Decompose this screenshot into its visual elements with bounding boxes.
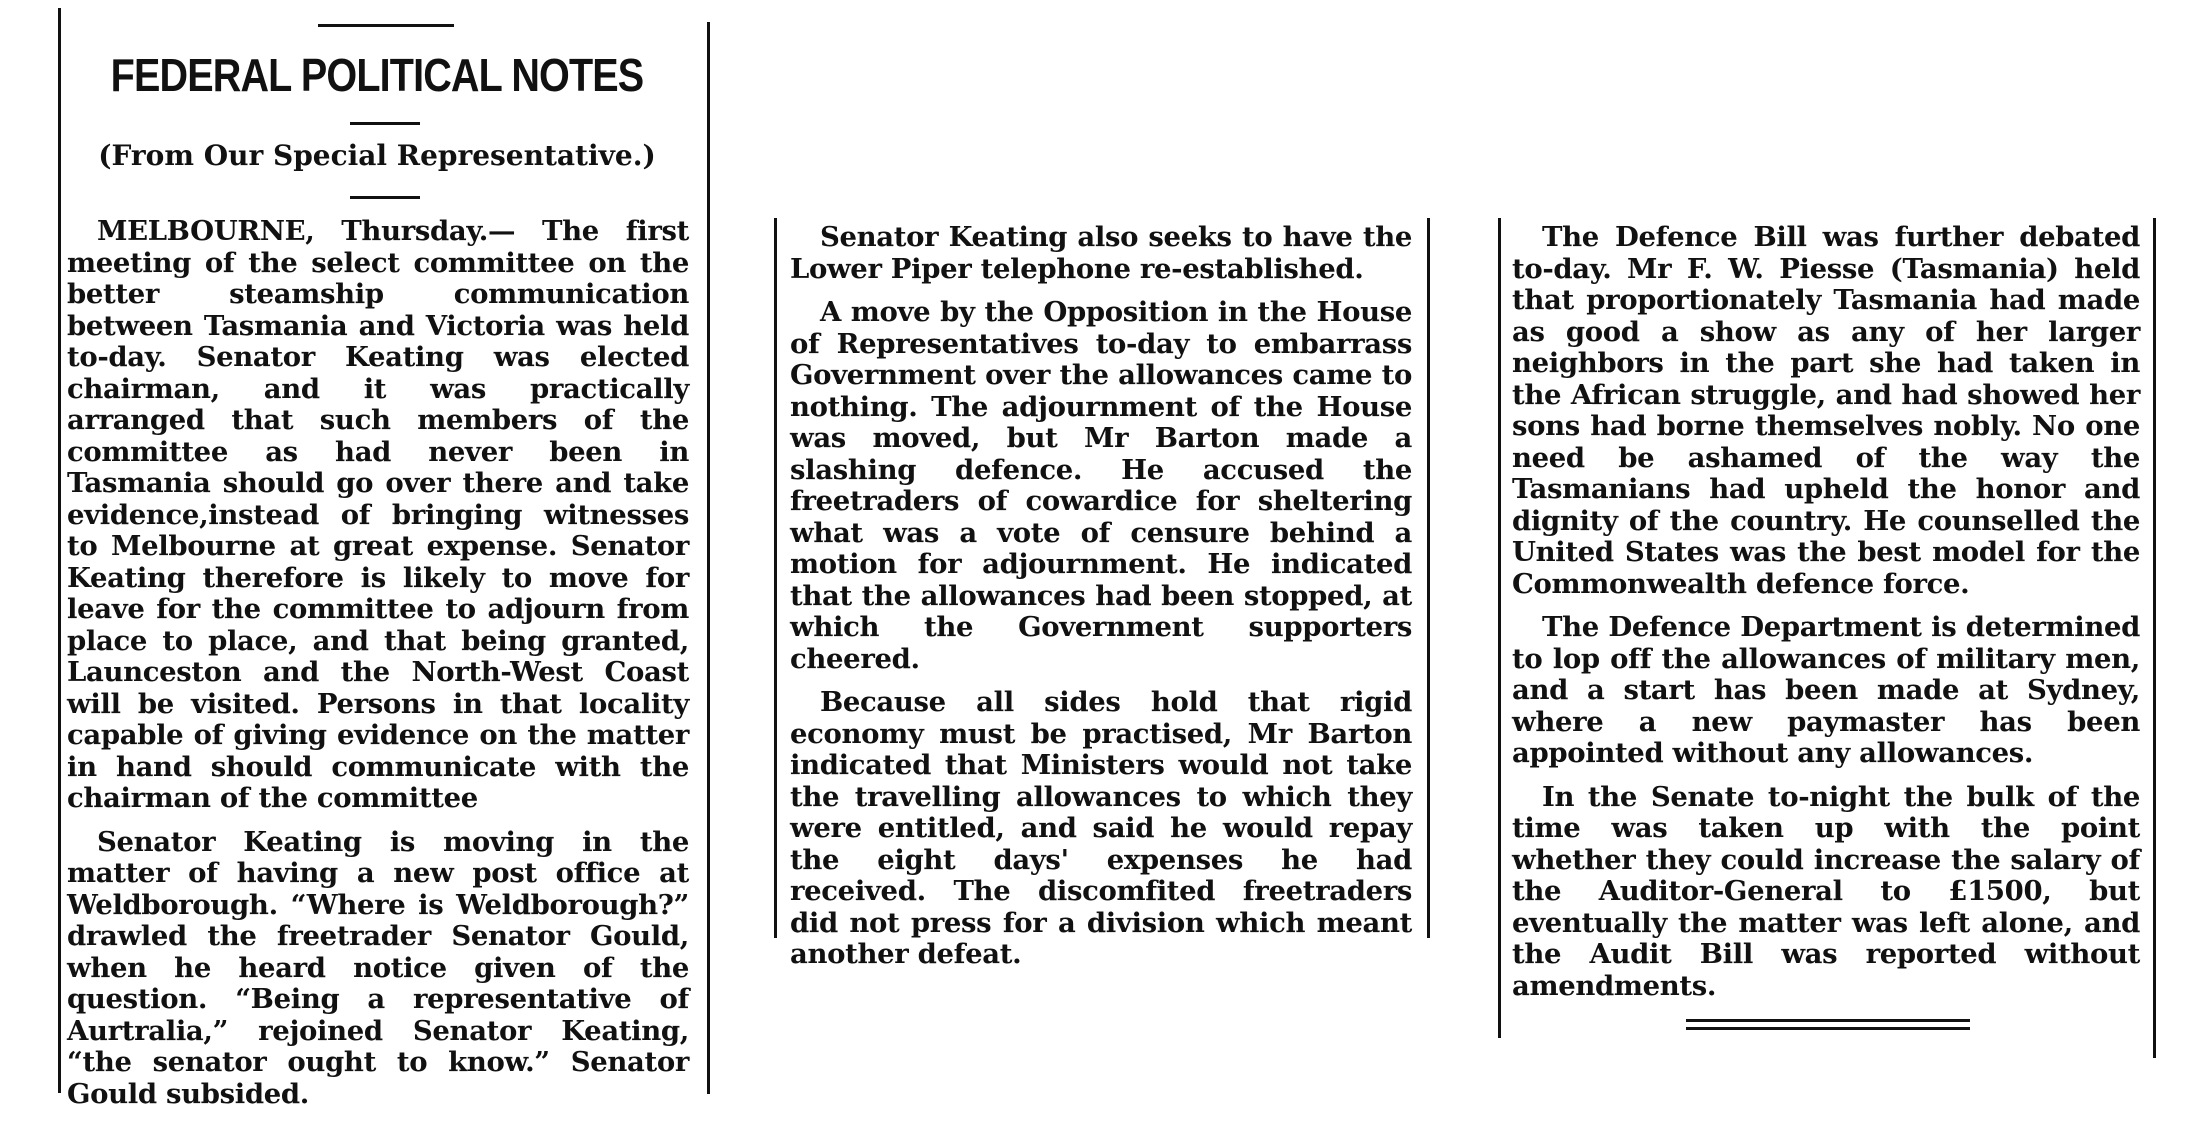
byline-rule (350, 196, 420, 199)
paragraph: A move by the Opposition in the House of Representatives to-day to embarrass Government over the allowances came to nothing. The adjournment of the House was moved, but Mr Barton made a slashing defence. He accused the freetraders of cowardice for sheltering what was a vote of censure behind a motion for adjournment. He indicated that the allowances had been stopped, at which the Government supporters cheered. (790, 296, 1412, 675)
paragraph: In the Senate to-night the bulk of the time was taken up with the point whether they could increase the salary of the Auditor-General to £1500, but eventually the matter was left alone, and the Audit Bill was reported without amendments. (1512, 780, 2140, 1002)
paragraph: Senator Keating also seeks to have the Lower Piper telephone re-established. (790, 221, 1412, 285)
paragraph: The Defence Department is determined to lop off the allowances of military men, and a start has been made at Sydney, where a new paymaster has been appointed without any allowances. (1512, 611, 2140, 769)
end-rule-top (1686, 1019, 1970, 1022)
column-1 (67, 216, 689, 1122)
column-rule-1 (707, 22, 710, 1094)
paragraph: MELBOURNE, Thursday.— The first meeting of the select committee on the better steamship communication between Tasmania and Victoria was held to-day. Senator Keating was elected chairman, and it was practically arranged that such members of the committee as had never been in Tasmania should go over there and take evidence,instead of bringing witnesses to Melbourne at great expense. Senator Keating therefore is likely to move for leave for the committee to adjourn from place to place, and that being granted, Launceston and the North-West Coast will be visited. Persons in that locality capable of giving evidence on the matter in hand should communicate with the chairman of the committee (67, 215, 689, 814)
paragraph: Because all sides hold that rigid economy must be practised, Mr Barton indicated that Ministers would not take the travelling allowances to which they were entitled, and said he would repay the eight days' expenses he had received. The discomfited freetraders did not press for a division which meant another defeat. (790, 686, 1412, 970)
article-headline: FEDERAL POLITICAL NOTES (110, 49, 644, 101)
paragraph: Senator Keating is moving in the matter of having a new post office at Weldborough. “Where is Weldborough?” drawled the freetrader Senator Gould, when he heard notice given of the question. “Being a representative of Aurtralia,” rejoined Senator Keating, “the senator ought to know.” Senator Gould subsided. (67, 825, 689, 1110)
column-rule-4 (1498, 218, 1501, 1038)
column-rule-3 (1427, 218, 1430, 938)
column-2 (790, 222, 1412, 983)
column-3 (1512, 222, 2140, 1014)
paragraph: The Defence Bill was further debated to-day. Mr F. W. Piesse (Tasmania) held that proportionately Tasmania had made as good a show as any of her larger neighbors in the part she had taken in the African struggle, and had showed her sons had borne themselves nobly. No one need be ashamed of the way the Tasmanians had upheld the honor and dignity of the country. He counselled the United States was the best model for the Commonwealth defence force. (1512, 221, 2140, 600)
end-rule-bottom (1686, 1027, 1970, 1030)
article-byline: (From Our Special Representative.) (98, 139, 656, 172)
top-rule (318, 24, 454, 27)
column-rule-2 (774, 218, 777, 938)
column-rule-right (2153, 218, 2156, 1058)
headline-rule (350, 122, 420, 125)
